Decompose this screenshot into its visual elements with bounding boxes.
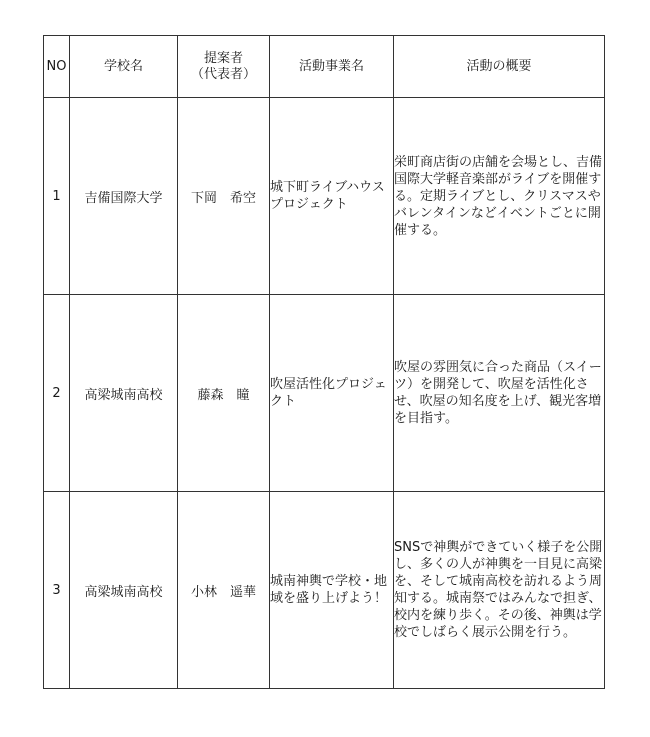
row-summary: SNSで神輿ができていく様子を公開し、多くの人が神輿を一目見に高梁を、そして城南高校を訪れるよう周知する。城南祭ではみんなで担ぎ、校内を練り歩く。その後、神輿は学校でしばらく展示公開を行う。 (394, 492, 605, 689)
row-representative (178, 295, 270, 492)
table-row (44, 492, 605, 689)
proposals-table (43, 35, 605, 689)
row-activity-name: 城南神輿で学校・地域を盛り上げよう！ (270, 492, 394, 689)
row-activity-name: 吹屋活性化プロジェクト (270, 295, 394, 492)
row-school: 高梁城南高校 (70, 492, 178, 689)
table-row (44, 98, 605, 295)
table-row (44, 295, 605, 492)
header-proposer-line2: （代表者） (190, 66, 256, 82)
header-no: NO (44, 36, 70, 98)
row-school: 吉備国際大学 (70, 98, 178, 295)
row-activity-name: 城下町ライブハウスプロジェクト (270, 98, 394, 295)
header-proposer (178, 36, 270, 98)
row-no: 2 (44, 295, 70, 492)
header-proposer-line1: 提案者 (203, 50, 243, 66)
row-representative-text: 藤森 瞳 (197, 387, 250, 403)
row-school: 高梁城南高校 (70, 295, 178, 492)
row-representative (178, 492, 270, 689)
header-activity-name: 活動事業名 (270, 36, 394, 98)
row-no: 1 (44, 98, 70, 295)
row-no: 3 (44, 492, 70, 689)
header-school: 学校名 (70, 36, 178, 98)
header-row (44, 36, 605, 98)
row-representative (178, 98, 270, 295)
row-representative-text: 小林 遥華 (190, 584, 256, 600)
row-summary: 吹屋の雰囲気に合った商品（スイーツ）を開発して、吹屋を活性化させ、吹屋の知名度を上げ、観光客増を目指す。 (394, 295, 605, 492)
row-summary: 栄町商店街の店舗を会場とし、吉備国際大学軽音楽部がライブを開催する。定期ライブとし、クリスマスやバレンタインなどイベントごとに開催する。 (394, 98, 605, 295)
row-representative-text: 下岡 希空 (190, 190, 256, 206)
header-summary: 活動の概要 (394, 36, 605, 98)
